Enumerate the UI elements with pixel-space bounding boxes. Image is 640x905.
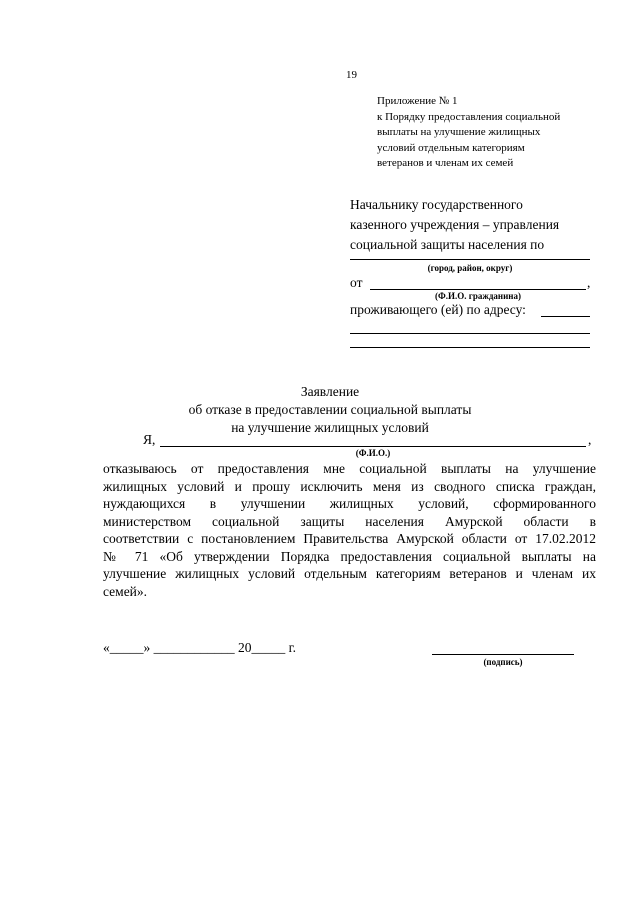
application-subtitle: об отказе в предоставлении социальной выплаты — [188, 402, 472, 417]
body-line: улучшение жилищных условий отдельным категориям ветеранов и членам их — [103, 566, 596, 581]
appendix-header — [377, 94, 560, 172]
application-body — [103, 460, 596, 600]
appendix-line: к Порядку предоставления социальной — [377, 110, 561, 123]
signature-caption: (подпись) — [483, 657, 523, 667]
application-title-block — [150, 383, 510, 437]
from-label: от — [350, 275, 363, 290]
application-subtitle: на улучшение жилищных условий — [231, 420, 429, 435]
body-line: семей». — [103, 583, 148, 599]
addressee-line: социальной защиты населения по — [350, 237, 545, 252]
appendix-line: условий отдельным категориям — [377, 141, 525, 154]
body-line: соответствии с постановлением Правительства Амурской области от 17.02.2012 — [103, 531, 596, 546]
page-number: 19 — [346, 69, 357, 81]
application-title: Заявление — [300, 384, 360, 399]
addressee-block — [350, 195, 559, 255]
appendix-line: Приложение № 1 — [377, 95, 458, 107]
address-blank-line-2[interactable] — [350, 333, 590, 334]
body-line: отказываюсь от предоставления мне социальной выплаты на улучшение — [103, 461, 596, 476]
addressee-line: казенного учреждения – управления — [350, 217, 560, 232]
from-comma: , — [587, 275, 591, 290]
body-line: № 71 «Об утверждении Порядка предоставления социальной выплаты на — [103, 548, 596, 564]
appendix-line: ветеранов и членам их семей — [377, 157, 514, 169]
i-label: Я, — [143, 432, 156, 447]
body-line: жилищных условий и прошу исключить меня из сводного списка граждан, — [103, 478, 596, 494]
citizen-fio-caption: (Ф.И.О. гражданина) — [435, 291, 521, 301]
address-label: проживающего (ей) по адресу: — [350, 302, 526, 317]
address-blank-line-3[interactable] — [350, 347, 590, 348]
city-blank-line[interactable] — [350, 259, 590, 260]
applicant-fio-blank-line[interactable] — [160, 446, 586, 447]
from-blank-line[interactable] — [370, 289, 586, 290]
signature-blank-line[interactable] — [432, 654, 574, 655]
i-comma: , — [588, 432, 592, 447]
applicant-fio-caption: (Ф.И.О.) — [355, 448, 391, 458]
address-blank-line-1[interactable] — [541, 316, 590, 317]
city-caption: (город, район, округ) — [427, 263, 513, 273]
body-line: министерством социальной защиты населения Амурской области в — [103, 513, 596, 529]
date-field[interactable]: «_____» ____________ 20_____ г. — [103, 640, 297, 655]
appendix-line: выплаты на улучшение жилищных — [377, 126, 541, 138]
body-line: нуждающихся в улучшении жилищных условий, сформированного — [103, 496, 596, 511]
addressee-line: Начальнику государственного — [350, 197, 523, 212]
